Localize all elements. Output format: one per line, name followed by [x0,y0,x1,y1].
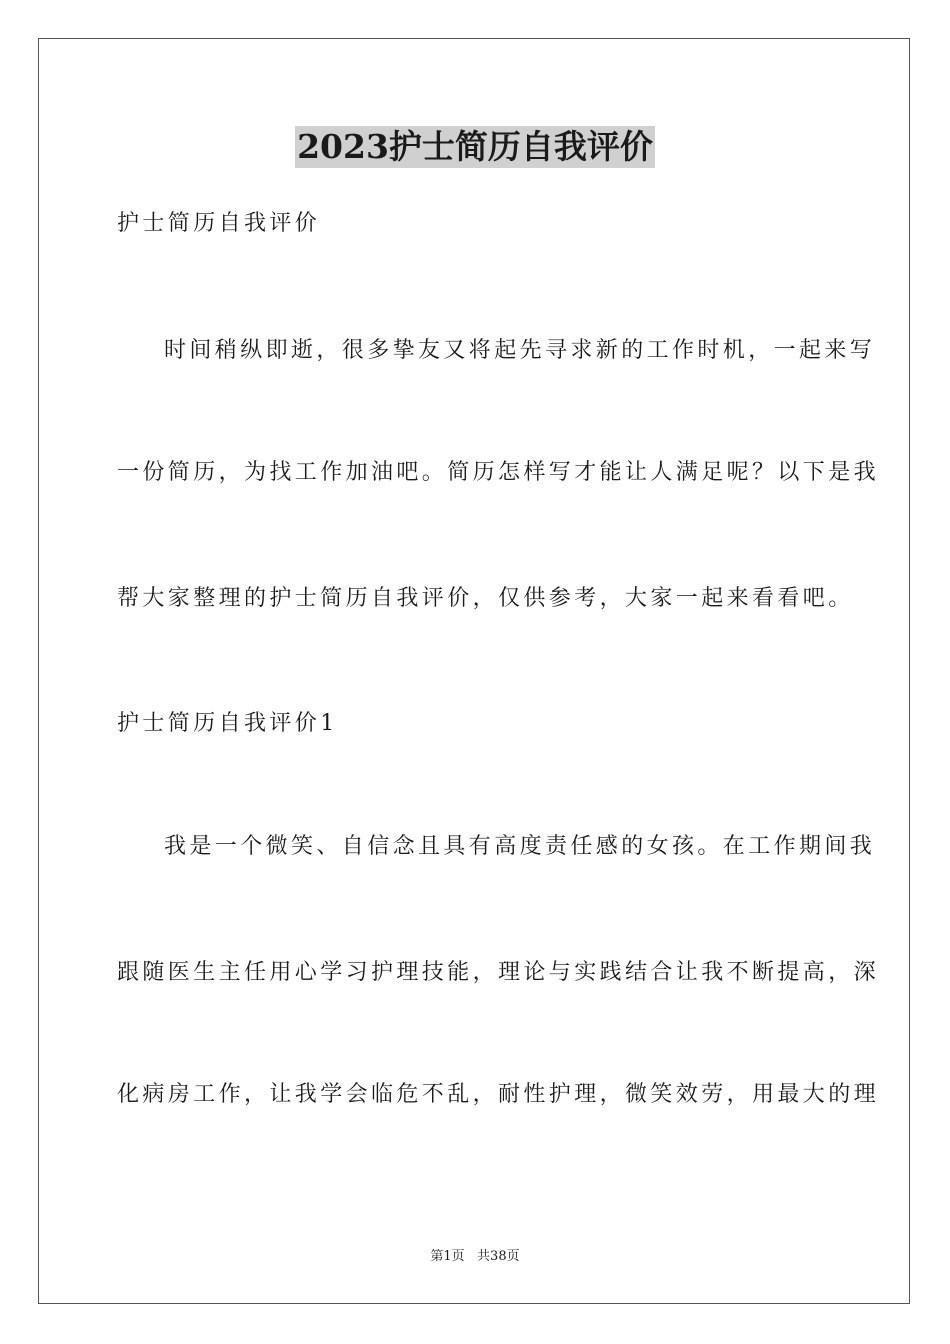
paragraph-line: 时间稍纵即逝，很多挚友又将起先寻求新的工作时机，一起来写 [164,338,876,363]
paragraph-line: 跟随医生主任用心学习护理技能，理论与实践结合让我不断提高，深 [117,960,880,985]
title-container [0,126,950,168]
page-number-footer: 第1页 共38页 [430,1249,520,1264]
document-title: 2023护士简历自我评价 [297,127,653,166]
paragraph-line: 我是一个微笑、自信念且具有高度责任感的女孩。在工作期间我 [164,834,876,859]
paragraph-line: 帮大家整理的护士简历自我评价，仅供参考，大家一起来看看吧。 [117,586,854,611]
section-heading: 护士简历自我评价 [117,211,321,236]
section-heading: 护士简历自我评价1 [117,711,338,736]
paragraph-line: 一份简历，为找工作加油吧。简历怎样写才能让人满足呢？以下是我 [117,460,880,485]
paragraph-line: 化病房工作，让我学会临危不乱，耐性护理，微笑效劳，用最大的理 [117,1082,880,1107]
